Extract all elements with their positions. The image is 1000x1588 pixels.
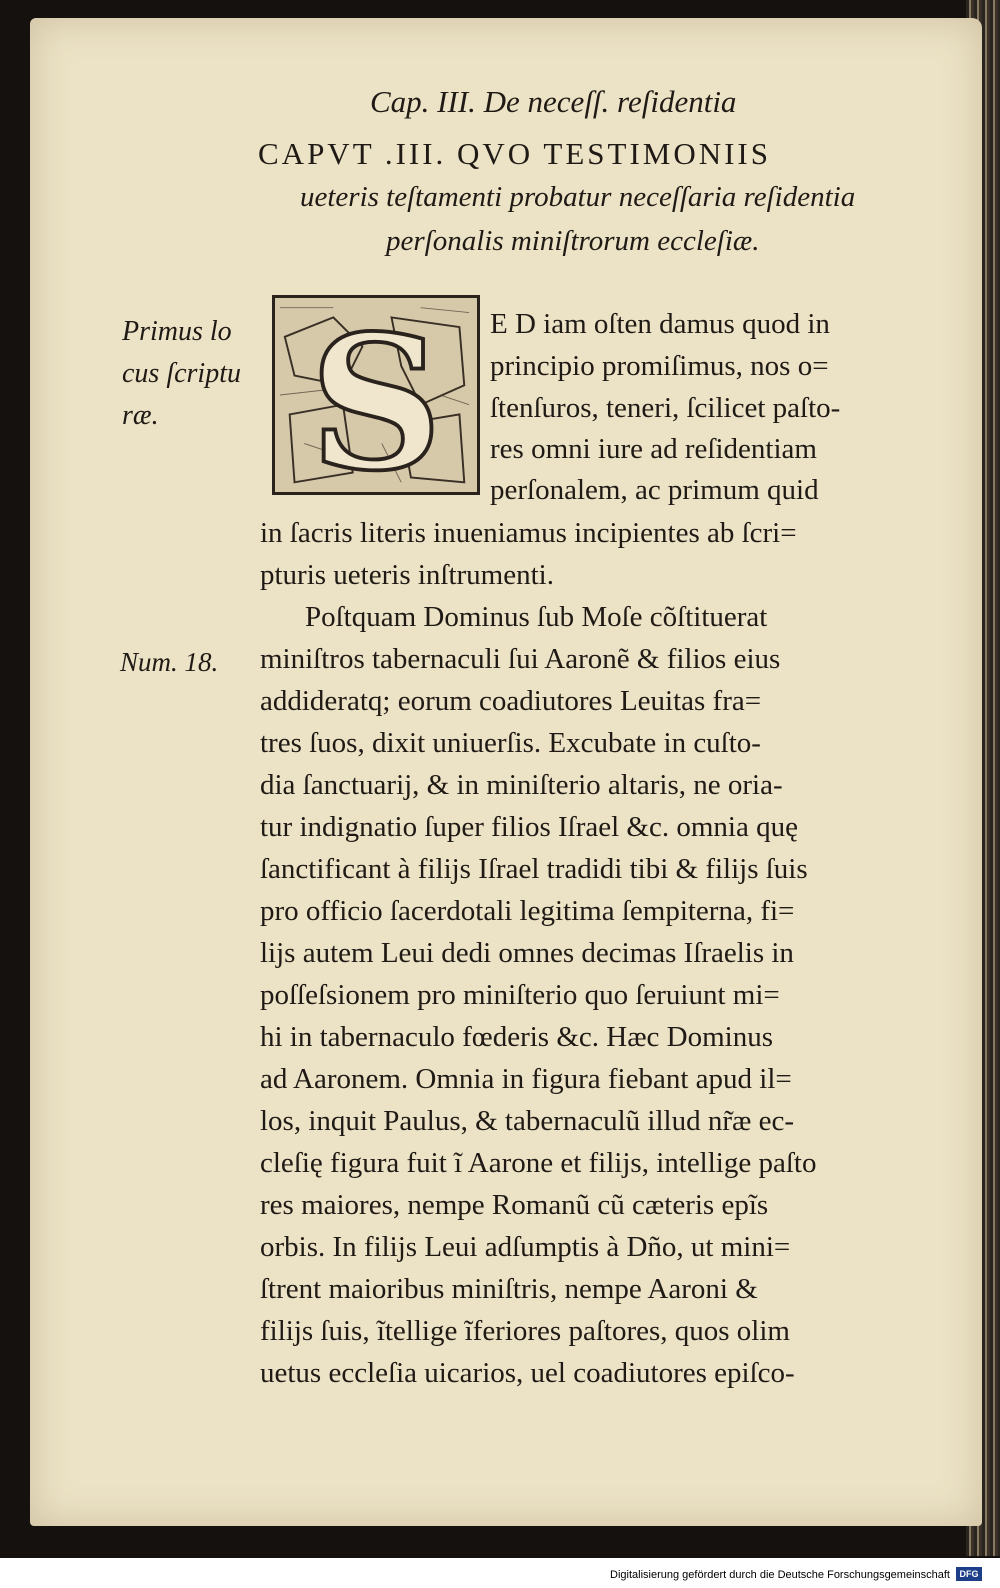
woodcut-illustration bbox=[275, 298, 477, 492]
body-line: los, inquit Paulus, & tabernaculũ illud nr̃æ ec- bbox=[260, 1105, 794, 1137]
chapter-heading-line-1: CAPVT .III. QVO TESTIMONIIS bbox=[258, 136, 771, 171]
body-line: res omni iure ad reſidentiam bbox=[490, 433, 817, 465]
marginal-note-numbers: Num. 18. bbox=[120, 647, 219, 677]
marginal-note-primus-locus bbox=[122, 311, 241, 437]
marginal-note-line: Primus lo bbox=[122, 316, 232, 347]
body-line: E D iam oſten damus quod in bbox=[490, 308, 830, 340]
body-line: principio promiſimus, nos o= bbox=[490, 350, 829, 382]
body-line: lijs autem Leui dedi omnes decimas Iſraelis in bbox=[260, 937, 794, 969]
body-line: hi in tabernaculo fœderis &c. Hæc Dominus bbox=[260, 1021, 774, 1053]
digitization-credit: Digitalisierung gefördert durch die Deutsche Forschungsgemeinschaft bbox=[610, 1569, 950, 1581]
body-line: Poſtquam Dominus ſub Moſe cõſtituerat bbox=[305, 601, 768, 633]
dfg-logo: DFG bbox=[956, 1567, 982, 1581]
chapter-heading-line-3: perſonalis miniſtrorum eccleſiæ. bbox=[386, 225, 760, 257]
body-line: ſanctificant à filijs Iſrael tradidi tibi & filijs ſuis bbox=[260, 853, 808, 885]
running-head: Cap. III. De neceſſ. reſidentia bbox=[370, 84, 737, 119]
body-line: res maiores, nempe Romanũ cũ cæteris epĩs bbox=[260, 1189, 769, 1221]
chapter-heading-line-2: ueteris teſtamenti probatur neceſſaria reſidentia bbox=[300, 181, 856, 213]
body-line: dia ſanctuarij, & in miniſterio altaris, ne oria- bbox=[260, 769, 783, 801]
body-line: miniſtros tabernaculi ſui Aaronẽ & filios eius bbox=[260, 643, 781, 675]
decorated-initial-letter bbox=[272, 295, 480, 495]
body-line: uetus eccleſia uicarios, uel coadiutores epiſco- bbox=[260, 1357, 795, 1389]
body-line: ſtrent maioribus miniſtris, nempe Aaroni & bbox=[260, 1273, 758, 1305]
body-line: tres ſuos, dixit uniuerſis. Excubate in cuſto- bbox=[260, 727, 761, 759]
body-line: addideratq; eorum coadiutores Leuitas fra= bbox=[260, 685, 762, 717]
body-line: filijs ſuis, ĩtellige ĩferiores paſtores, quos olim bbox=[260, 1315, 790, 1347]
body-line: tur indignatio ſuper filios Iſrael &c. omnia quę bbox=[260, 811, 798, 843]
marginal-note-line: ræ. bbox=[122, 400, 159, 431]
body-line: orbis. In filijs Leui adſumptis à Dño, ut mini= bbox=[260, 1231, 791, 1263]
footer-strip bbox=[0, 1558, 1000, 1588]
body-line: cleſię figura fuit ĩ Aarone et filijs, intellige paſto bbox=[260, 1147, 817, 1179]
body-line: in ſacris literis inueniamus incipientes ab ſcri= bbox=[260, 517, 797, 549]
body-line: ſtenſuros, teneri, ſcilicet paſto- bbox=[490, 392, 841, 424]
body-line: pro officio ſacerdotali legitima ſempiterna, fi= bbox=[260, 895, 795, 927]
marginal-note-line: cus ſcriptu bbox=[122, 358, 241, 389]
body-line: perſonalem, ac primum quid bbox=[490, 474, 819, 506]
body-line: ad Aaronem. Omnia in figura fiebant apud il= bbox=[260, 1063, 792, 1095]
initial-letter-glyph: S bbox=[309, 298, 443, 492]
body-line: pturis ueteris inſtrumenti. bbox=[260, 559, 554, 591]
body-line: poſſeſsionem pro miniſterio quo ſeruiunt mi= bbox=[260, 979, 780, 1011]
